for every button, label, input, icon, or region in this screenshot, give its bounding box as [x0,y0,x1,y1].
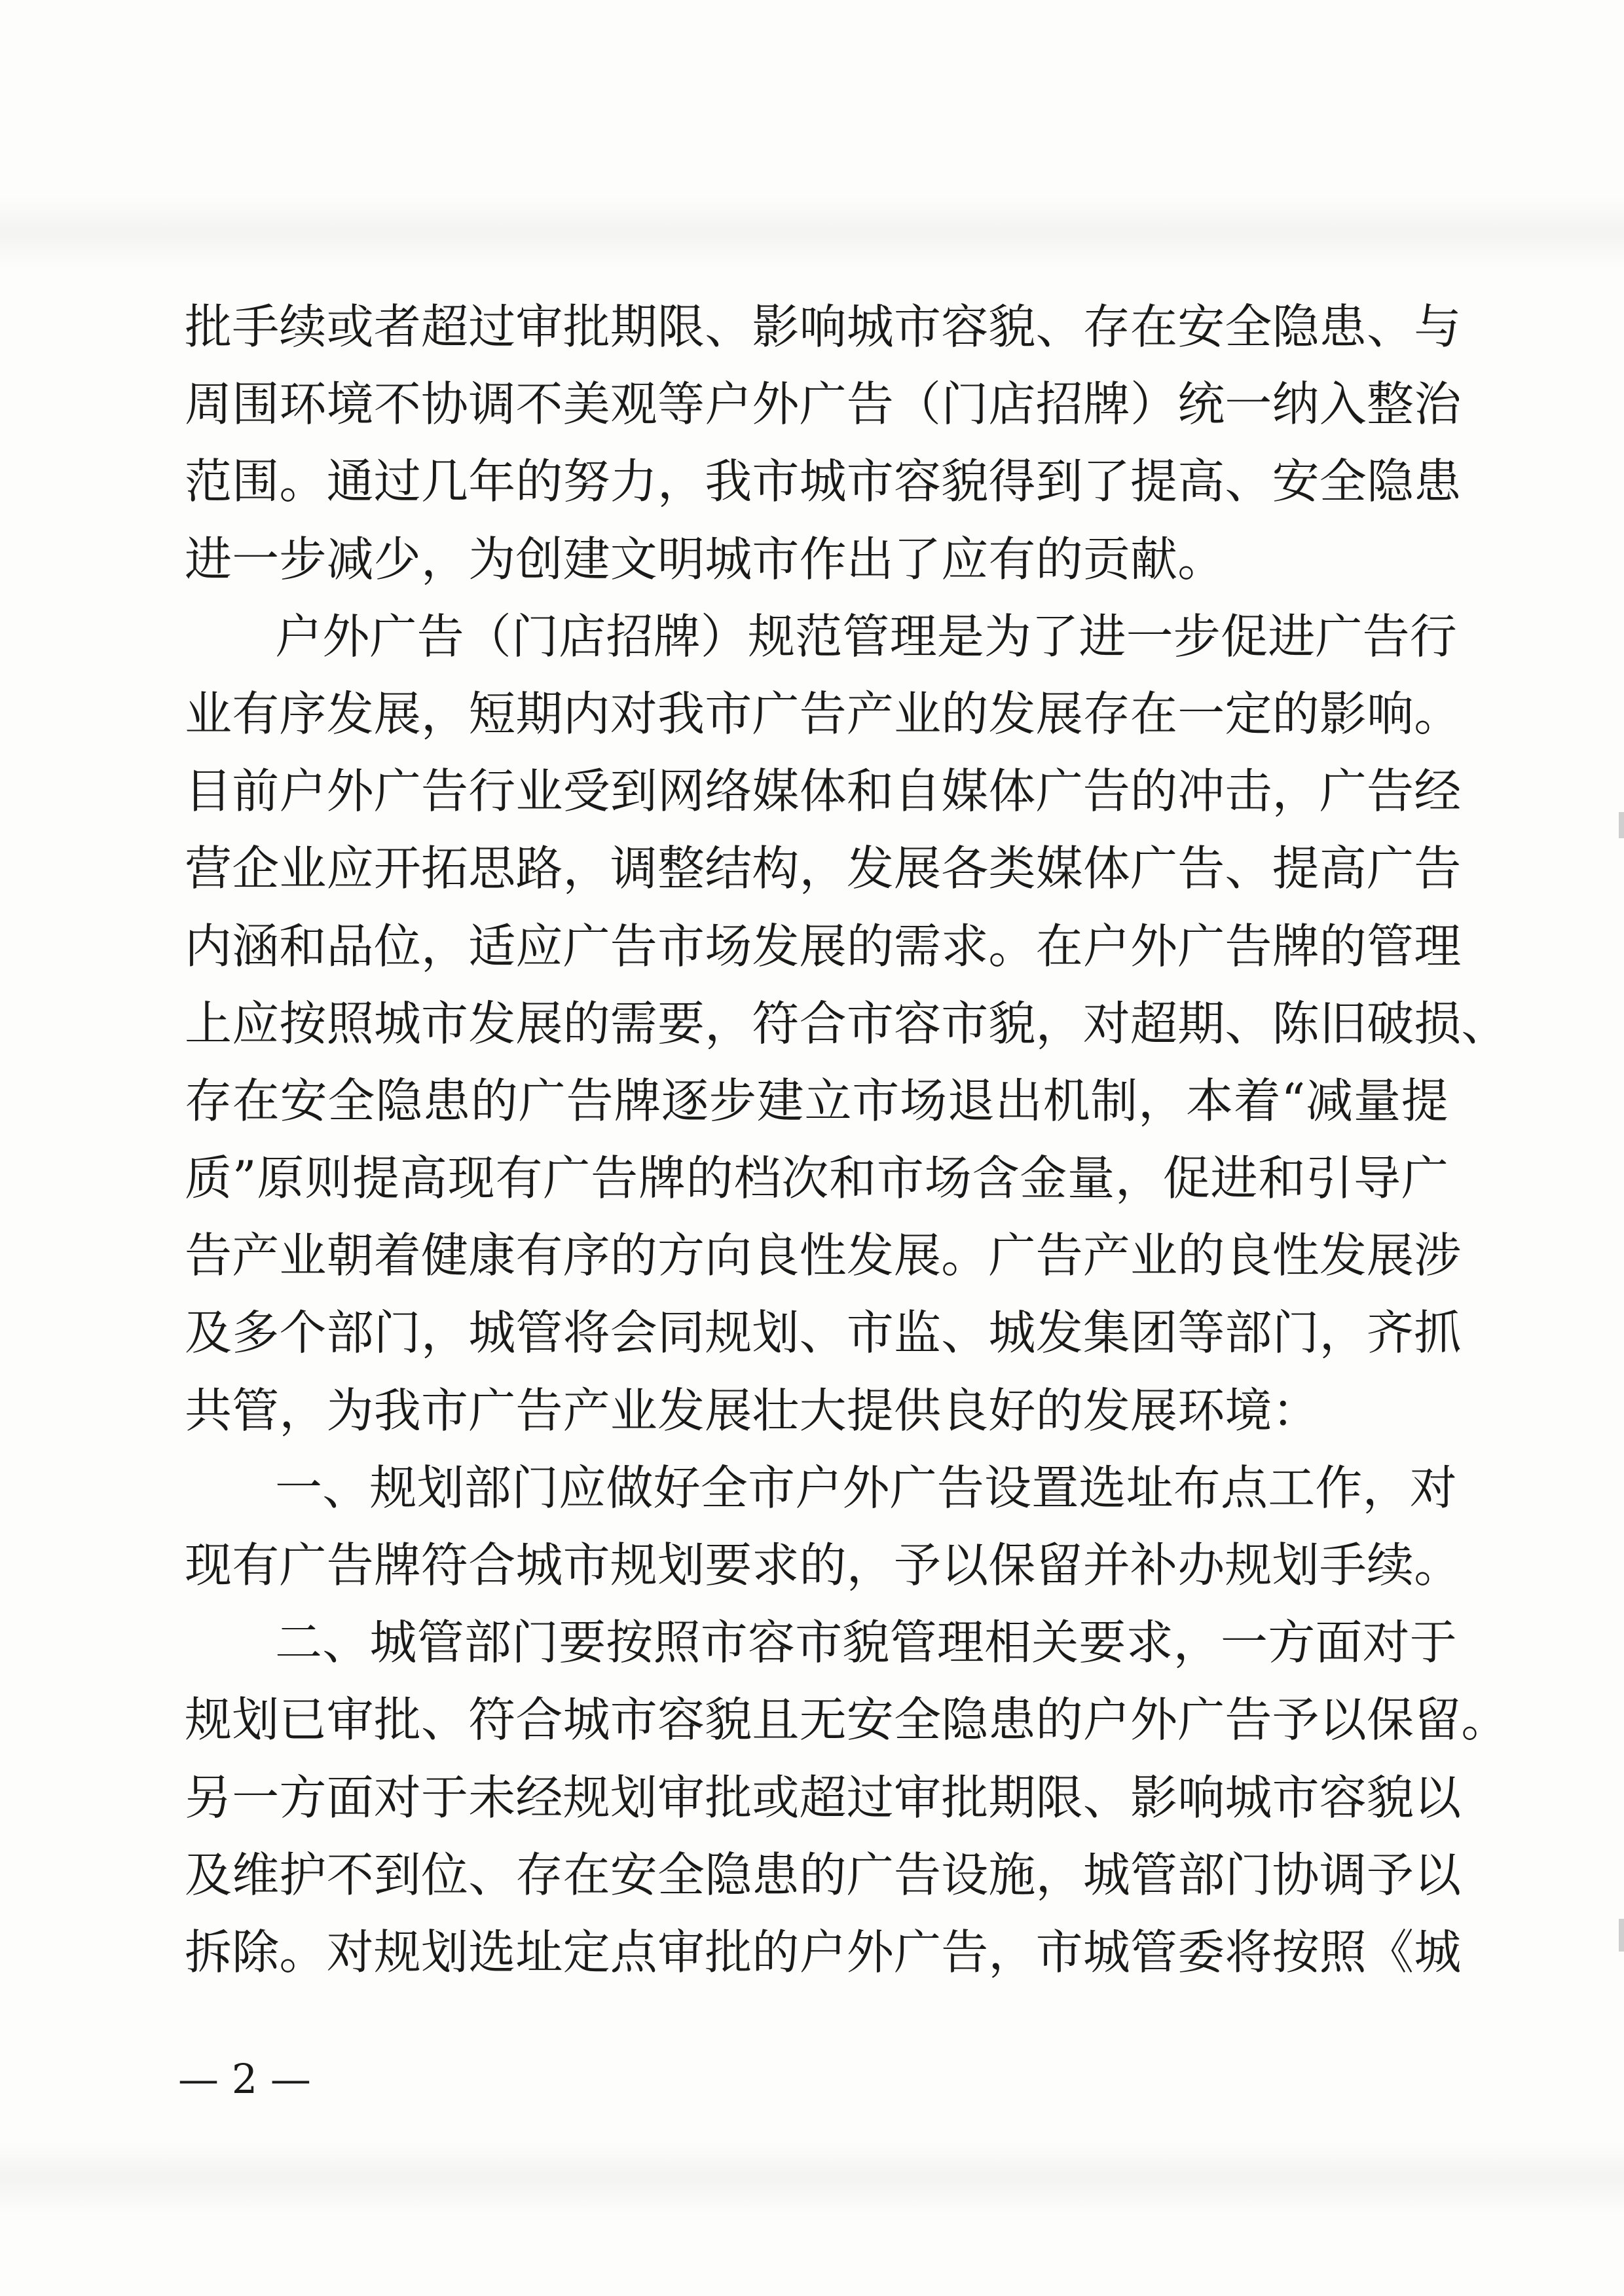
text-line: 营企业应开拓思路，调整结构，发展各类媒体广告、提高广告 [185,841,1462,897]
text-line: 另一方面对于未经规划审批或超过审批期限、影响城市容貌以 [185,1769,1462,1825]
text-line: 拆除。对规划选址定点审批的户外广告，市城管委将按照《城 [185,1924,1462,1980]
text-line: 告产业朝着健康有序的方向良性发展。广告产业的良性发展涉 [185,1228,1462,1284]
text-line: 周围环境不协调不美观等户外广告（门店招牌）统一纳入整治 [185,377,1462,432]
text-line: 及维护不到位、存在安全隐患的广告设施，城管部门协调予以 [185,1847,1462,1902]
scan-edge-mark [1619,1919,1624,1952]
text-line: 一、规划部门应做好全市户外广告设置选址布点工作，对 [275,1460,1458,1515]
text-line: 范围。通过几年的努力，我市城市容貌得到了提高、安全隐患 [185,454,1462,509]
text-line: 规划已审批、符合城市容貌且无安全隐患的户外广告予以保留。 [185,1692,1509,1748]
text-line: 业有序发展，短期内对我市广告产业的发展存在一定的影响。 [185,686,1462,741]
scan-shading [0,2141,1624,2213]
scan-shading [0,196,1624,268]
text-line: 存在安全隐患的广告牌逐步建立市场退出机制，本着“减量提 [185,1073,1449,1128]
text-line: 共管，为我市广告产业发展壮大提供良好的发展环境： [185,1382,1320,1438]
text-line: 及多个部门，城管将会同规划、市监、城发集团等部门，齐抓 [185,1305,1462,1361]
text-line: 现有广告牌符合城市规划要求的，予以保留并补办规划手续。 [185,1538,1462,1593]
text-line: 二、城管部门要按照市容市貌管理相关要求，一方面对于 [275,1615,1458,1671]
text-line: 批手续或者超过审批期限、影响城市容貌、存在安全隐患、与 [185,299,1462,354]
text-line: 上应按照城市发展的需要，符合市容市貌，对超期、陈旧破损、 [185,995,1509,1051]
text-line: 质”原则提高现有广告牌的档次和市场含金量，促进和引导广 [185,1151,1449,1206]
scan-edge-mark [1619,812,1624,838]
page-number: — 2 — [178,2055,311,2103]
text-line: 内涵和品位，适应广告市场发展的需求。在户外广告牌的管理 [185,918,1462,974]
body-text [185,288,1509,1991]
text-line: 户外广告（门店招牌）规范管理是为了进一步促进广告行 [275,608,1458,664]
text-line: 进一步减少，为创建文明城市作出了应有的贡献。 [185,531,1225,587]
text-line: 目前户外广告行业受到网络媒体和自媒体广告的冲击，广告经 [185,764,1462,819]
